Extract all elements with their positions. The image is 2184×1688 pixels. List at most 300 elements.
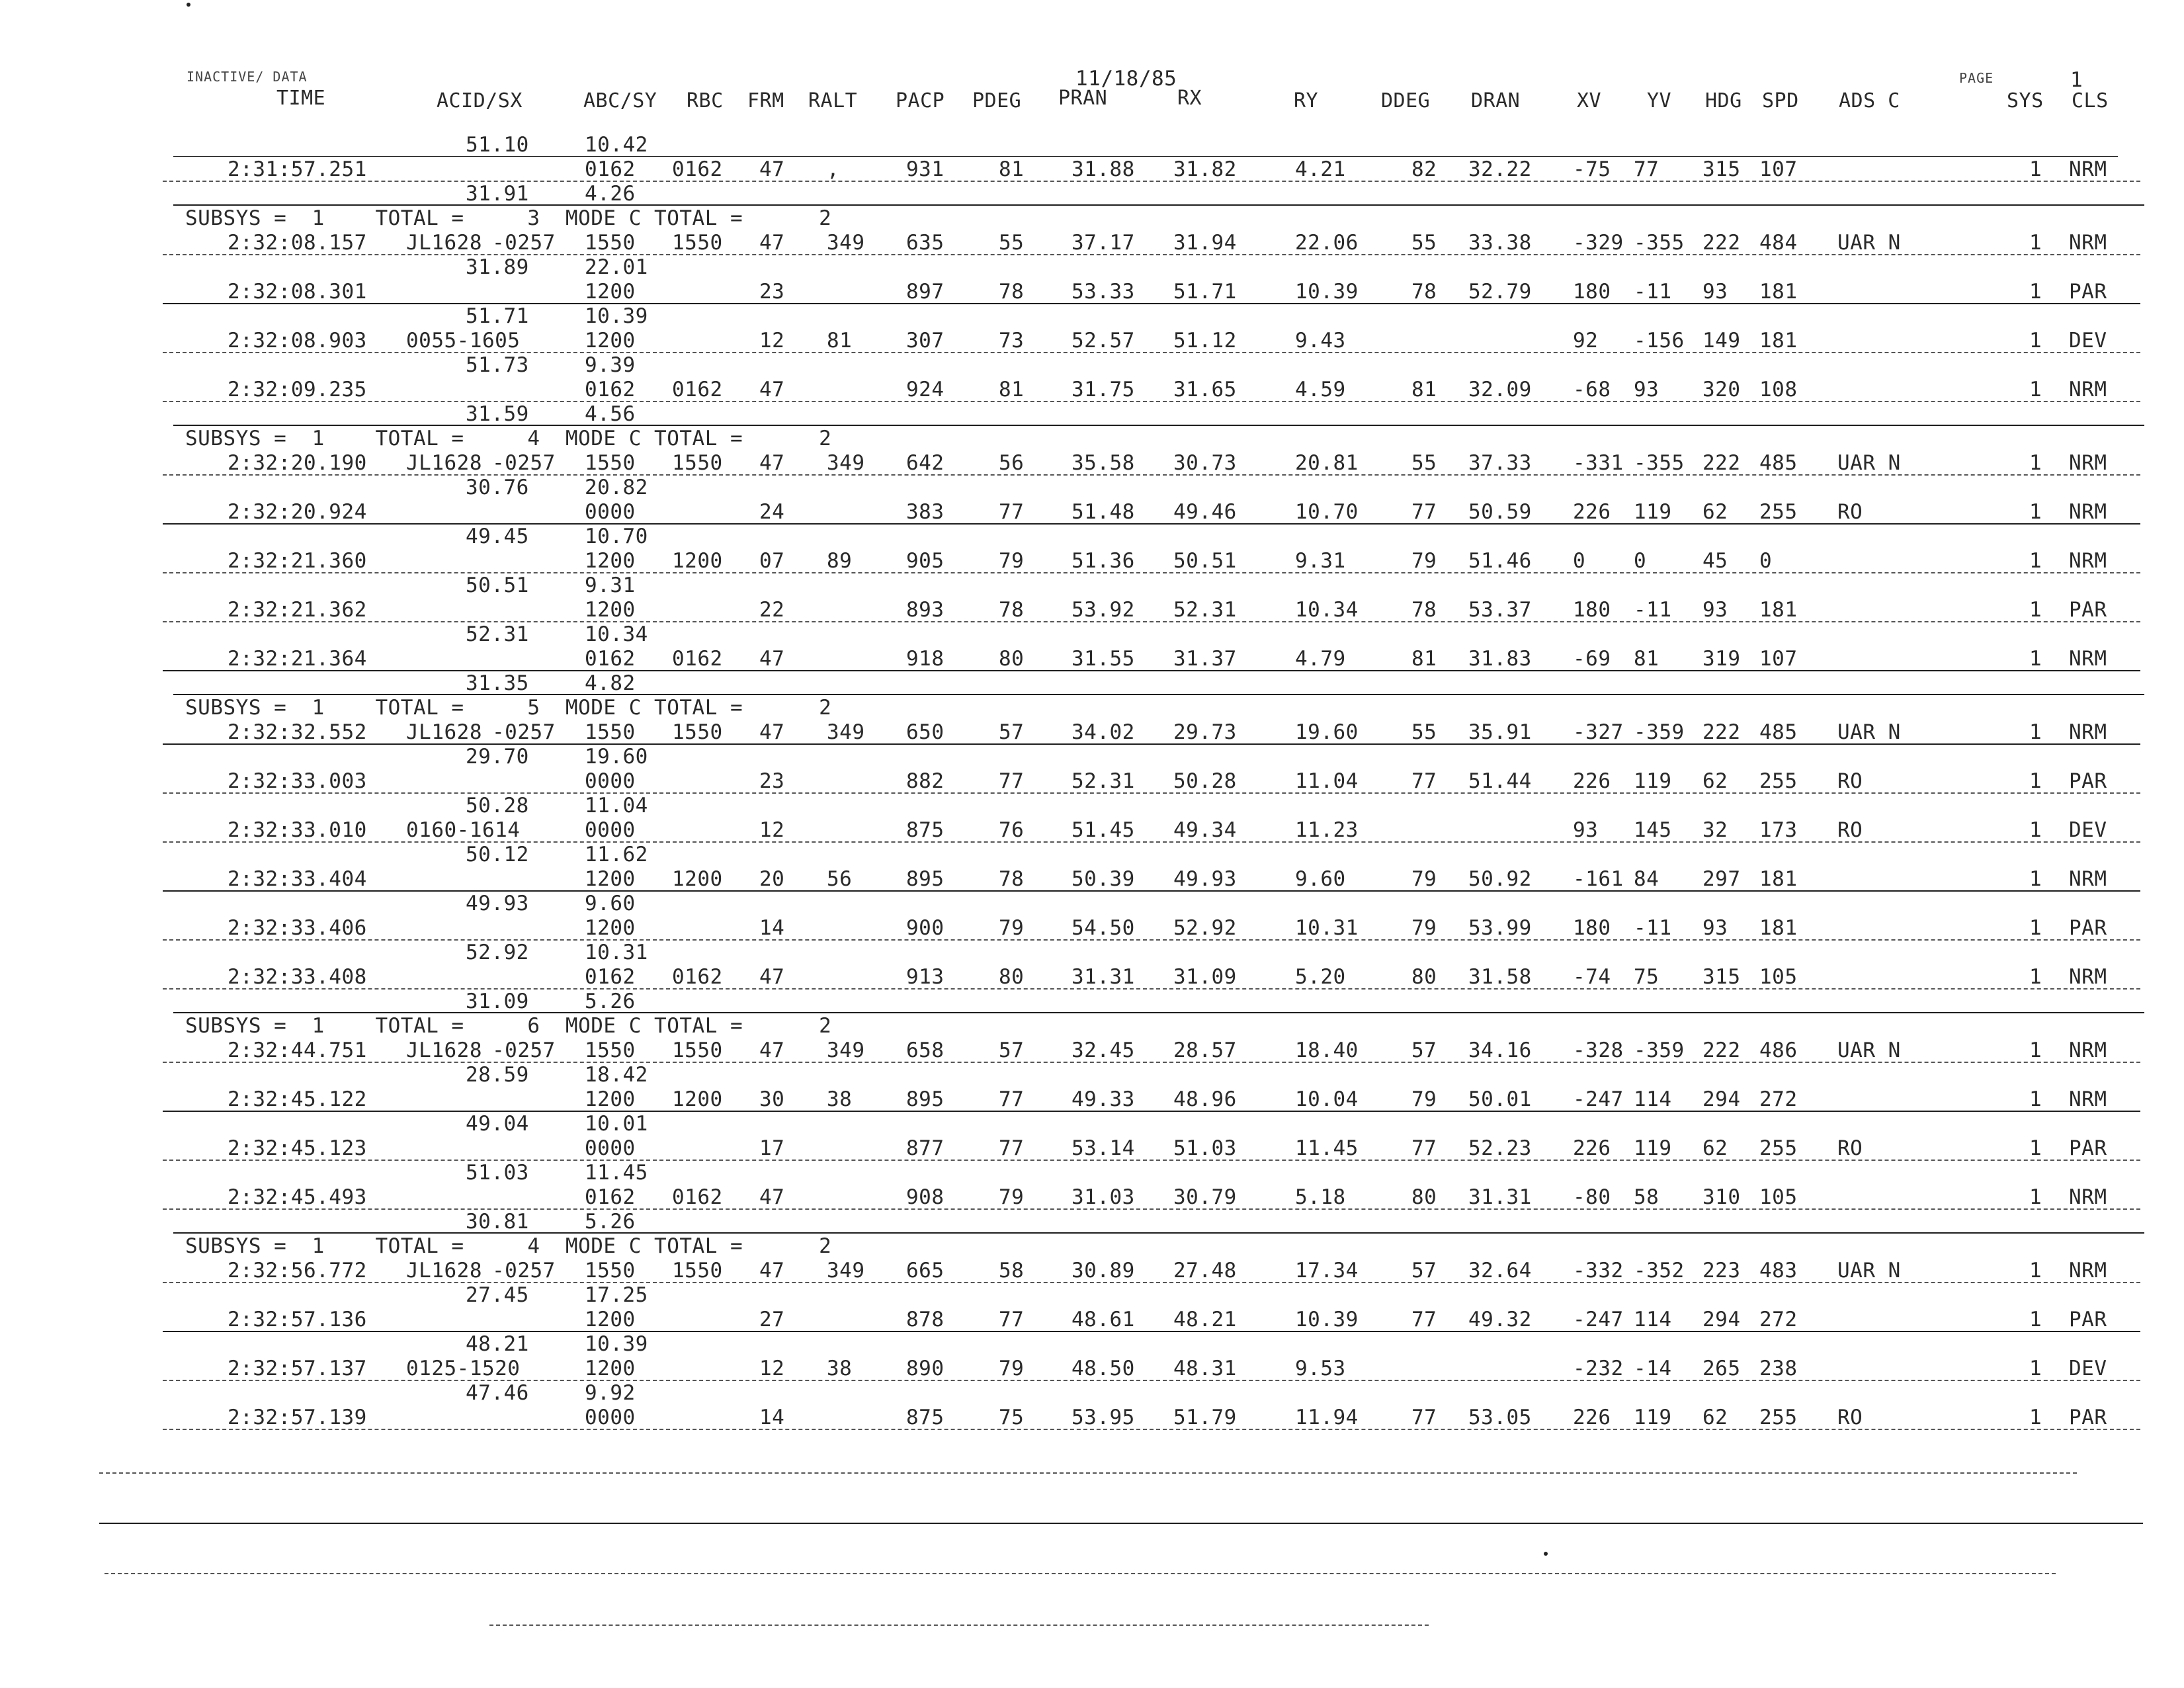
sub-value-abc: 10.34 [585, 622, 648, 646]
cell-xv: -80 [1573, 1185, 1611, 1209]
sub-value-acid: 50.12 [466, 843, 529, 866]
cell-pacp: 665 [906, 1259, 945, 1283]
cell-sys: 1 [2029, 1038, 2042, 1062]
cell-sys: 1 [2029, 549, 2042, 573]
cell-hdg: 320 [1702, 378, 1741, 401]
sub-value-acid: 31.09 [466, 990, 529, 1013]
cell-hdg: 319 [1702, 647, 1741, 671]
header-rule [173, 156, 2118, 157]
cell-ry: 10.70 [1295, 500, 1359, 524]
cell-abc: 0000 [585, 500, 636, 524]
sub-value-acid: 51.10 [466, 133, 529, 157]
cell-xv: -247 [1573, 1308, 1624, 1331]
cell-pran: 34.02 [1071, 720, 1135, 744]
cell-rx: 30.73 [1173, 451, 1237, 475]
cell-spd: 181 [1759, 916, 1798, 940]
cell-yv: 119 [1634, 1406, 1672, 1429]
cell-ads: RO [1837, 1406, 1863, 1429]
report-label: INACTIVE/ DATA [187, 69, 308, 85]
cell-cls: NRM [2069, 720, 2107, 744]
cell-rx: 52.31 [1173, 598, 1237, 622]
subsys-summary: SUBSYS = 1 TOTAL = 4 MODE C TOTAL = 2 [185, 1234, 832, 1258]
cell-pdeg: 77 [999, 1087, 1025, 1111]
cell-rx: 48.96 [1173, 1087, 1237, 1111]
cell-ddeg: 79 [1411, 549, 1437, 573]
cell-yv: 114 [1634, 1087, 1672, 1111]
cell-dran: 34.16 [1468, 1038, 1532, 1062]
cell-xv: 226 [1573, 500, 1611, 524]
cell-rx: 29.73 [1173, 720, 1237, 744]
cell-rbc: 1550 [672, 1038, 723, 1062]
print-rule [173, 1232, 2144, 1234]
print-rule [163, 572, 2140, 573]
cell-pran: 32.45 [1071, 1038, 1135, 1062]
cell-id: -0257 [492, 1259, 556, 1283]
cell-rx: 49.34 [1173, 818, 1237, 842]
cell-hdg: 93 [1702, 280, 1728, 304]
cell-frm: 14 [759, 916, 785, 940]
cell-rx: 31.09 [1173, 965, 1237, 989]
cell-rx: 51.79 [1173, 1406, 1237, 1429]
cell-id: -0257 [492, 451, 556, 475]
cell-rx: 51.12 [1173, 329, 1237, 353]
cell-spd: 181 [1759, 598, 1798, 622]
cell-xv: -328 [1573, 1038, 1624, 1062]
cell-rx: 27.48 [1173, 1259, 1237, 1283]
cell-spd: 272 [1759, 1087, 1798, 1111]
cell-abc: 1550 [585, 451, 636, 475]
cell-hdg: 62 [1702, 1136, 1728, 1160]
print-rule [163, 1282, 2140, 1283]
cell-yv: 114 [1634, 1308, 1672, 1331]
cell-yv: 84 [1634, 867, 1659, 891]
cell-spd: 181 [1759, 867, 1798, 891]
sub-value-abc: 10.39 [585, 304, 648, 328]
cell-cls: NRM [2069, 157, 2107, 181]
cell-dran: 50.01 [1468, 1087, 1532, 1111]
cell-xv: -327 [1573, 720, 1624, 744]
cell-pacp: 650 [906, 720, 945, 744]
cell-dran: 31.58 [1468, 965, 1532, 989]
cell-yv: -359 [1634, 1038, 1685, 1062]
cell-pacp: 895 [906, 1087, 945, 1111]
cell-frm: 47 [759, 647, 785, 671]
cell-pran: 31.88 [1071, 157, 1135, 181]
cell-rbc: 0162 [672, 378, 723, 401]
cell-pacp: 905 [906, 549, 945, 573]
cell-acid: 0125-1520 [406, 1357, 521, 1380]
sub-value-acid: 49.04 [466, 1112, 529, 1136]
cell-acid: JL1628 [406, 720, 482, 744]
cell-pran: 54.50 [1071, 916, 1135, 940]
cell-pacp: 875 [906, 1406, 945, 1429]
cell-hdg: 265 [1702, 1357, 1741, 1380]
cell-pacp: 893 [906, 598, 945, 622]
cell-pdeg: 55 [999, 231, 1025, 255]
cell-pacp: 307 [906, 329, 945, 353]
cell-time: 2:32:20.190 [228, 451, 367, 475]
cell-frm: 17 [759, 1136, 785, 1160]
cell-pdeg: 78 [999, 867, 1025, 891]
col-header-spd: SPD [1762, 89, 1799, 112]
cell-xv: -161 [1573, 867, 1624, 891]
cell-cls: PAR [2069, 1406, 2107, 1429]
cell-pacp: 890 [906, 1357, 945, 1380]
cell-rx: 49.93 [1173, 867, 1237, 891]
cell-ads: RO [1837, 769, 1863, 793]
cell-pran: 52.57 [1071, 329, 1135, 353]
cell-ralt: 349 [827, 1038, 865, 1062]
cell-rx: 48.21 [1173, 1308, 1237, 1331]
cell-ddeg: 78 [1411, 598, 1437, 622]
col-header-hdg: HDG [1705, 89, 1742, 112]
cell-hdg: 62 [1702, 1406, 1728, 1429]
cell-sys: 1 [2029, 1357, 2042, 1380]
cell-yv: 81 [1634, 647, 1659, 671]
sub-value-acid: 31.59 [466, 402, 529, 426]
cell-ralt: 38 [827, 1357, 853, 1380]
cell-hdg: 32 [1702, 818, 1728, 842]
cell-sys: 1 [2029, 965, 2042, 989]
cell-cls: DEV [2069, 818, 2107, 842]
cell-pacp: 383 [906, 500, 945, 524]
sub-value-acid: 30.81 [466, 1210, 529, 1234]
cell-rx: 31.94 [1173, 231, 1237, 255]
cell-acid: JL1628 [406, 1038, 482, 1062]
cell-yv: -156 [1634, 329, 1685, 353]
sub-value-acid: 50.28 [466, 794, 529, 818]
cell-spd: 107 [1759, 157, 1798, 181]
cell-ads: RO [1837, 818, 1863, 842]
cell-ddeg: 77 [1411, 1308, 1437, 1331]
cell-time: 2:32:45.122 [228, 1087, 367, 1111]
cell-yv: -359 [1634, 720, 1685, 744]
cell-ralt: 349 [827, 231, 865, 255]
print-rule [163, 1160, 2140, 1161]
subsys-summary: SUBSYS = 1 TOTAL = 3 MODE C TOTAL = 2 [185, 206, 832, 230]
cell-pacp: 878 [906, 1308, 945, 1331]
cell-pdeg: 80 [999, 647, 1025, 671]
print-rule [173, 425, 2144, 426]
cell-time: 2:32:33.408 [228, 965, 367, 989]
cell-dran: 32.22 [1468, 157, 1532, 181]
print-rule [163, 792, 2140, 794]
cell-pdeg: 77 [999, 1308, 1025, 1331]
col-header-ddeg: DDEG [1381, 89, 1431, 112]
print-rule [173, 1012, 2144, 1013]
cell-hdg: 294 [1702, 1308, 1741, 1331]
cell-pdeg: 58 [999, 1259, 1025, 1283]
cell-abc: 1200 [585, 598, 636, 622]
cell-frm: 12 [759, 1357, 785, 1380]
blank-line-rule [99, 1523, 2143, 1524]
cell-pdeg: 78 [999, 280, 1025, 304]
cell-rx: 31.65 [1173, 378, 1237, 401]
cell-cls: PAR [2069, 280, 2107, 304]
cell-pran: 51.45 [1071, 818, 1135, 842]
cell-ddeg: 80 [1411, 1185, 1437, 1209]
cell-cls: NRM [2069, 867, 2107, 891]
col-header-xv: XV [1577, 89, 1602, 112]
cell-yv: -352 [1634, 1259, 1685, 1283]
cell-frm: 14 [759, 1406, 785, 1429]
cell-time: 2:32:44.751 [228, 1038, 367, 1062]
cell-cls: NRM [2069, 1087, 2107, 1111]
cell-ry: 10.04 [1295, 1087, 1359, 1111]
sub-value-acid: 51.73 [466, 353, 529, 377]
cell-ddeg: 77 [1411, 769, 1437, 793]
cell-yv: -14 [1634, 1357, 1672, 1380]
cell-yv: 77 [1634, 157, 1659, 181]
cell-spd: 486 [1759, 1038, 1798, 1062]
cell-ralt: 349 [827, 451, 865, 475]
col-header-sys: SYS [2007, 89, 2044, 112]
cell-rx: 31.37 [1173, 647, 1237, 671]
cell-pdeg: 57 [999, 1038, 1025, 1062]
cell-frm: 20 [759, 867, 785, 891]
cell-abc: 0162 [585, 647, 636, 671]
cell-sys: 1 [2029, 1185, 2042, 1209]
cell-yv: 119 [1634, 500, 1672, 524]
cell-xv: 0 [1573, 549, 1586, 573]
cell-ads: UAR N [1837, 231, 1901, 255]
cell-sys: 1 [2029, 916, 2042, 940]
cell-spd: 107 [1759, 647, 1798, 671]
cell-pran: 53.92 [1071, 598, 1135, 622]
cell-abc: 1200 [585, 916, 636, 940]
cell-cls: PAR [2069, 598, 2107, 622]
cell-frm: 22 [759, 598, 785, 622]
col-header-pdeg: PDEG [972, 89, 1022, 112]
print-rule [163, 1429, 2140, 1430]
print-rule [163, 841, 2140, 843]
cell-pacp: 918 [906, 647, 945, 671]
col-header-ry: RY [1294, 89, 1319, 112]
cell-ry: 9.53 [1295, 1357, 1346, 1380]
cell-hdg: 222 [1702, 451, 1741, 475]
cell-acid: 0055-1605 [406, 329, 521, 353]
cell-xv: 226 [1573, 1136, 1611, 1160]
cell-rx: 30.79 [1173, 1185, 1237, 1209]
cell-dran: 52.79 [1468, 280, 1532, 304]
cell-xv: 180 [1573, 598, 1611, 622]
cell-rbc: 1200 [672, 867, 723, 891]
cell-pacp: 900 [906, 916, 945, 940]
sub-value-acid: 31.35 [466, 671, 529, 695]
cell-cls: NRM [2069, 1185, 2107, 1209]
cell-cls: PAR [2069, 769, 2107, 793]
cell-hdg: 297 [1702, 867, 1741, 891]
sub-value-abc: 4.26 [585, 182, 636, 206]
sub-value-acid: 51.71 [466, 304, 529, 328]
cell-yv: -11 [1634, 280, 1672, 304]
cell-pacp: 642 [906, 451, 945, 475]
cell-cls: NRM [2069, 500, 2107, 524]
cell-pdeg: 77 [999, 769, 1025, 793]
sub-value-acid: 49.93 [466, 892, 529, 915]
cell-rx: 49.46 [1173, 500, 1237, 524]
cell-sys: 1 [2029, 280, 2042, 304]
cell-spd: 173 [1759, 818, 1798, 842]
sub-value-abc: 20.82 [585, 476, 648, 499]
cell-ddeg: 57 [1411, 1259, 1437, 1283]
cell-ry: 11.23 [1295, 818, 1359, 842]
cell-ry: 20.81 [1295, 451, 1359, 475]
cell-abc: 0000 [585, 769, 636, 793]
sub-value-abc: 10.70 [585, 525, 648, 548]
cell-cls: NRM [2069, 1259, 2107, 1283]
cell-yv: 93 [1634, 378, 1659, 401]
cell-abc: 0000 [585, 1406, 636, 1429]
col-header-ralt: RALT [808, 89, 858, 112]
print-rule [163, 181, 2140, 182]
cell-pdeg: 75 [999, 1406, 1025, 1429]
cell-abc: 1200 [585, 1308, 636, 1331]
print-rule [163, 988, 2140, 990]
cell-spd: 238 [1759, 1357, 1798, 1380]
cell-frm: 47 [759, 965, 785, 989]
cell-ry: 4.21 [1295, 157, 1346, 181]
cell-abc: 0162 [585, 157, 636, 181]
cell-pdeg: 77 [999, 500, 1025, 524]
cell-pdeg: 73 [999, 329, 1025, 353]
cell-dran: 37.33 [1468, 451, 1532, 475]
cell-yv: 0 [1634, 549, 1647, 573]
cell-xv: -69 [1573, 647, 1611, 671]
cell-xv: -74 [1573, 965, 1611, 989]
cell-spd: 105 [1759, 965, 1798, 989]
cell-sys: 1 [2029, 598, 2042, 622]
cell-frm: 47 [759, 378, 785, 401]
cell-yv: 75 [1634, 965, 1659, 989]
cell-acid: JL1628 [406, 1259, 482, 1283]
cell-pran: 53.33 [1071, 280, 1135, 304]
cell-frm: 47 [759, 157, 785, 181]
cell-hdg: 62 [1702, 769, 1728, 793]
sub-value-abc: 10.01 [585, 1112, 648, 1136]
print-rule [163, 523, 2140, 525]
cell-cls: PAR [2069, 916, 2107, 940]
cell-dran: 35.91 [1468, 720, 1532, 744]
sub-value-acid: 30.76 [466, 476, 529, 499]
cell-ralt: 56 [827, 867, 853, 891]
cell-pran: 31.55 [1071, 647, 1135, 671]
cell-ry: 5.20 [1295, 965, 1346, 989]
sub-value-abc: 5.26 [585, 990, 636, 1013]
cell-abc: 1200 [585, 280, 636, 304]
cell-pdeg: 81 [999, 157, 1025, 181]
cell-xv: 226 [1573, 769, 1611, 793]
cell-yv: 119 [1634, 1136, 1672, 1160]
cell-xv: -332 [1573, 1259, 1624, 1283]
cell-time: 2:32:45.123 [228, 1136, 367, 1160]
cell-ry: 4.79 [1295, 647, 1346, 671]
cell-cls: NRM [2069, 451, 2107, 475]
cell-dran: 49.32 [1468, 1308, 1532, 1331]
cell-spd: 485 [1759, 720, 1798, 744]
cell-ry: 10.31 [1295, 916, 1359, 940]
cell-xv: -247 [1573, 1087, 1624, 1111]
sub-value-abc: 11.45 [585, 1161, 648, 1185]
cell-ry: 19.60 [1295, 720, 1359, 744]
cell-rbc: 1550 [672, 1259, 723, 1283]
cell-yv: 119 [1634, 769, 1672, 793]
cell-hdg: 315 [1702, 157, 1741, 181]
cell-ddeg: 80 [1411, 965, 1437, 989]
cell-pdeg: 79 [999, 549, 1025, 573]
cell-rbc: 1550 [672, 720, 723, 744]
print-rule [163, 1062, 2140, 1063]
cell-time: 2:32:33.404 [228, 867, 367, 891]
page-label: PAGE [1959, 70, 1994, 86]
cell-ddeg: 55 [1411, 720, 1437, 744]
cell-xv: -331 [1573, 451, 1624, 475]
cell-xv: 180 [1573, 916, 1611, 940]
cell-dran: 32.09 [1468, 378, 1532, 401]
col-header-rbc: RBC [687, 89, 724, 112]
sub-value-abc: 11.04 [585, 794, 648, 818]
cell-ddeg: 79 [1411, 916, 1437, 940]
cell-frm: 47 [759, 231, 785, 255]
report-date: 11/18/85 [1075, 67, 1177, 91]
cell-frm: 12 [759, 818, 785, 842]
cell-spd: 483 [1759, 1259, 1798, 1283]
cell-yv: -11 [1634, 916, 1672, 940]
cell-ads: UAR N [1837, 720, 1901, 744]
cell-hdg: 93 [1702, 916, 1728, 940]
cell-frm: 24 [759, 500, 785, 524]
cell-ddeg: 77 [1411, 1136, 1437, 1160]
cell-ry: 5.18 [1295, 1185, 1346, 1209]
page-number: 1 [2070, 68, 2083, 92]
cell-time: 2:31:57.251 [228, 157, 367, 181]
cell-cls: PAR [2069, 1308, 2107, 1331]
cell-frm: 07 [759, 549, 785, 573]
cell-yv: -355 [1634, 451, 1685, 475]
cell-pran: 50.39 [1071, 867, 1135, 891]
cell-pacp: 931 [906, 157, 945, 181]
cell-cls: NRM [2069, 647, 2107, 671]
sub-value-abc: 22.01 [585, 255, 648, 279]
cell-ralt: , [827, 157, 840, 181]
cell-time: 2:32:32.552 [228, 720, 367, 744]
col-header-acid: ACID/SX [437, 89, 523, 112]
cell-spd: 105 [1759, 1185, 1798, 1209]
cell-pacp: 882 [906, 769, 945, 793]
cell-hdg: 294 [1702, 1087, 1741, 1111]
col-header-pran: PRAN [1058, 87, 1108, 110]
cell-xv: -75 [1573, 157, 1611, 181]
cell-ry: 10.39 [1295, 280, 1359, 304]
cell-ry: 11.94 [1295, 1406, 1359, 1429]
cell-time: 2:32:57.136 [228, 1308, 367, 1331]
cell-rbc: 0162 [672, 647, 723, 671]
cell-dran: 52.23 [1468, 1136, 1532, 1160]
cell-cls: NRM [2069, 965, 2107, 989]
sub-value-acid: 29.70 [466, 745, 529, 769]
cell-sys: 1 [2029, 451, 2042, 475]
blank-line-rule [105, 1573, 2056, 1574]
cell-rbc: 1200 [672, 549, 723, 573]
cell-pacp: 895 [906, 867, 945, 891]
cell-yv: -11 [1634, 598, 1672, 622]
cell-ddeg: 78 [1411, 280, 1437, 304]
cell-sys: 1 [2029, 329, 2042, 353]
cell-id: -0257 [492, 1038, 556, 1062]
cell-frm: 12 [759, 329, 785, 353]
cell-xv: -329 [1573, 231, 1624, 255]
cell-cls: PAR [2069, 1136, 2107, 1160]
